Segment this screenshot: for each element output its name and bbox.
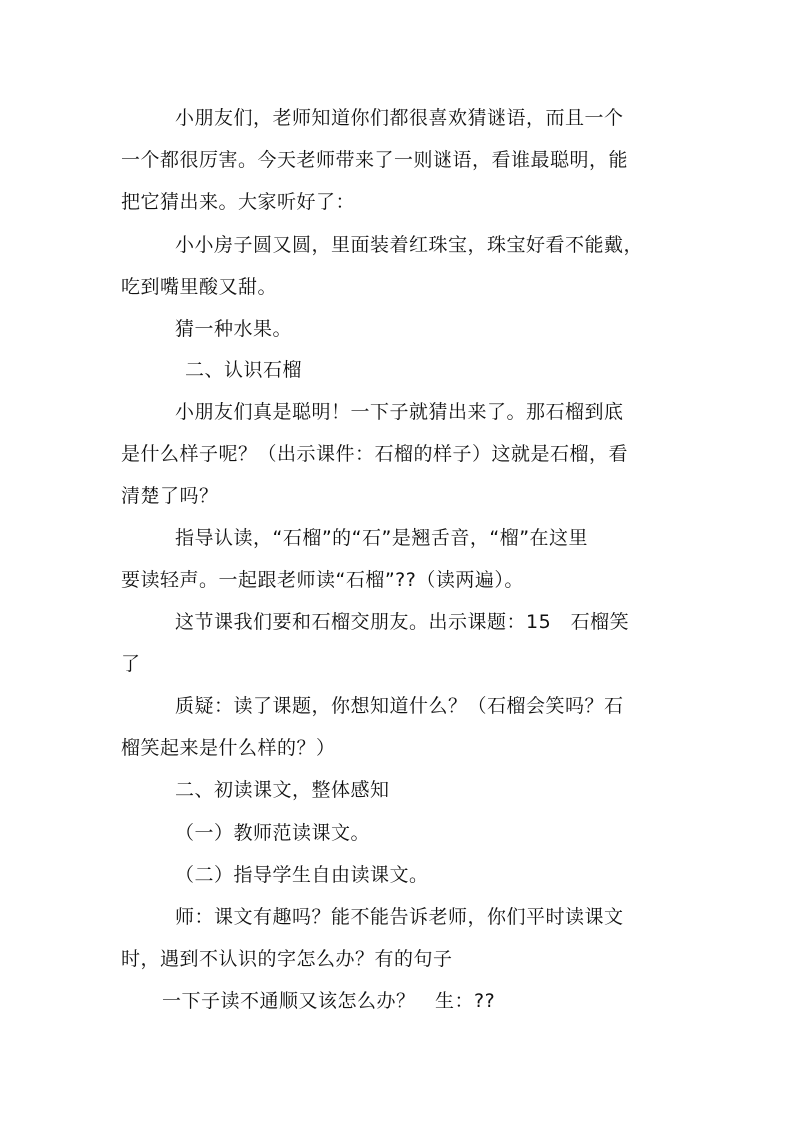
text-line-2: 一个都很厉害。今天老师带来了一则谜语，看谁最聪明，能 — [121, 149, 629, 171]
text-line-22: 一下子读不通顺又该怎么办？ 生：?? — [162, 990, 496, 1012]
text-line-4: 小小房子圆又圆，里面装着红珠宝，珠宝好看不能戴， — [175, 234, 644, 256]
text-line-13: 这节课我们要和石榴交朋友。出示课题：15 石榴笑 — [175, 611, 630, 633]
text-line-11: 指导认读，“石榴”的“石”是翘舌音，“榴”在这里 — [175, 527, 589, 549]
text-line-20: 师：课文有趣吗？能不能告诉老师，你们平时读课文 — [175, 906, 624, 928]
text-line-18: （一）教师范读课文。 — [175, 822, 371, 844]
section-heading-3: 二、初读课文，整体感知 — [175, 779, 390, 801]
text-line-8: 小朋友们真是聪明！一下子就猜出来了。那石榴到底 — [175, 401, 624, 423]
text-line-21: 时，遇到不认识的字怎么办？有的句子 — [121, 948, 453, 970]
text-line-1: 小朋友们，老师知道你们都很喜欢猜谜语，而且一个 — [175, 107, 624, 129]
section-heading-2: 二、认识石榴 — [185, 359, 303, 381]
text-line-15: 质疑：读了课题，你想知道什么？（石榴会笑吗？石 — [175, 695, 624, 717]
text-line-16: 榴笑起来是什么样的？） — [121, 737, 336, 759]
text-line-14: 了 — [121, 653, 141, 675]
text-line-19: （二）指导学生自由读课文。 — [175, 864, 429, 886]
text-line-3: 把它猜出来。大家听好了： — [121, 191, 356, 213]
text-line-6: 猜一种水果。 — [175, 318, 293, 340]
text-line-9: 是什么样子呢？（出示课件：石榴的样子）这就是石榴，看 — [121, 443, 629, 465]
text-line-10: 清楚了吗？ — [121, 485, 219, 507]
text-line-12: 要读轻声。一起跟老师读“石榴”??（读两遍）。 — [121, 569, 524, 591]
text-line-5: 吃到嘴里酸又甜。 — [121, 276, 278, 298]
